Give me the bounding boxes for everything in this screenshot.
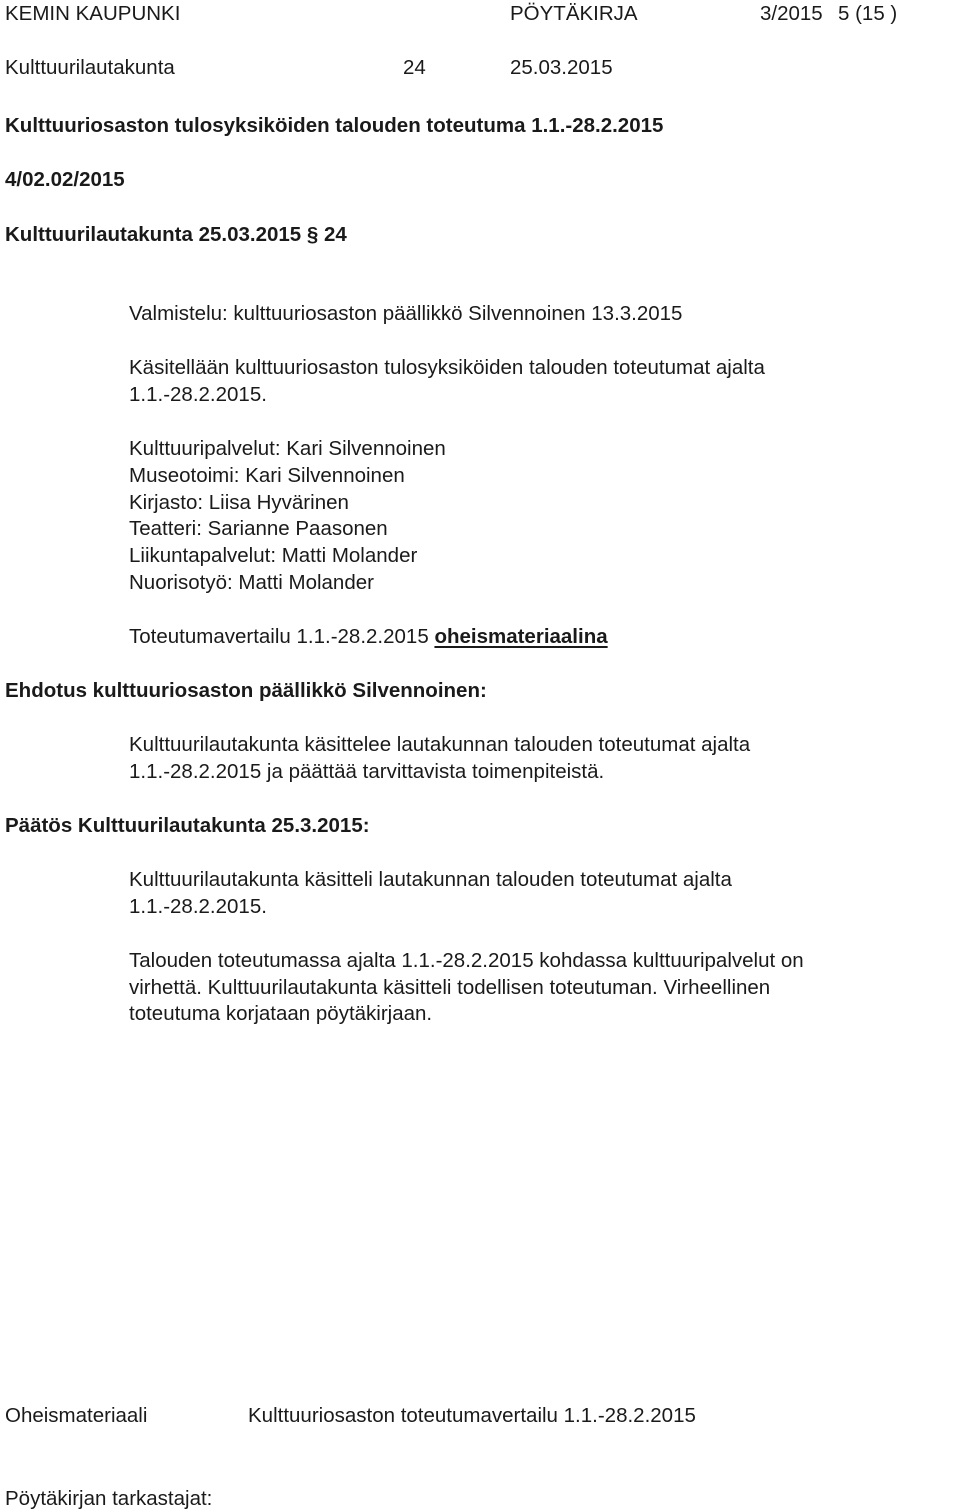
header-doc-type: PÖYTÄKIRJA (510, 2, 638, 25)
comparison-line (129, 627, 608, 648)
proposal-line1: Kulttuurilautakunta käsittelee lautakunnan talouden toteutumat ajalta (129, 733, 751, 756)
footer-attachment-title: Kulttuuriosaston toteutumavertailu 1.1.-28.2.2015 (248, 1404, 696, 1427)
item-meeting-prefix: Kulttuurilautakunta 25.03.2015 (5, 223, 302, 246)
footer-reviewers-label: Pöytäkirjan tarkastajat: (5, 1487, 213, 1510)
decision-heading: Päätös Kulttuurilautakunta 25.3.2015: (5, 814, 370, 837)
decision-p2-line2: virhettä. Kulttuurilautakunta käsitteli todellisen toteutuman. Virheellinen (129, 976, 771, 999)
decision-p1-line2: 1.1.-28.2.2015. (129, 895, 267, 918)
preparation-intro-line2: 1.1.-28.2.2015. (129, 383, 267, 406)
preparation-intro-line1: Käsitellään kulttuuriosaston tulosyksiköiden talouden toteutumat ajalta (129, 356, 765, 379)
item-title: Kulttuuriosaston tulosyksiköiden talouden toteutuma 1.1.-28.2.2015 (5, 114, 664, 137)
decision-p2-line3: toteutuma korjataan pöytäkirjaan. (129, 1002, 433, 1025)
section-sign-icon: § (306, 223, 319, 246)
header-committee: Kulttuurilautakunta (5, 56, 175, 79)
responsible-item: Teatteri: Sarianne Paasonen (129, 517, 388, 540)
comparison-text: Toteutumavertailu 1.1.-28.2.2015 (129, 625, 429, 648)
decision-p1-line1: Kulttuurilautakunta käsitteli lautakunnan talouden toteutumat ajalta (129, 868, 732, 891)
item-reference: 4/02.02/2015 (5, 168, 125, 191)
decision-p2-line1: Talouden toteutumassa ajalta 1.1.-28.2.2015 kohdassa kulttuuripalvelut on (129, 949, 804, 972)
responsible-item: Museotoimi: Kari Silvennoinen (129, 464, 405, 487)
item-meeting-section: 24 (324, 223, 347, 246)
proposal-heading: Ehdotus kulttuuriosaston päällikkö Silvennoinen: (5, 679, 487, 702)
header-doc-number: 3/2015 (760, 2, 823, 25)
footer-attachment-label: Oheismateriaali (5, 1404, 148, 1427)
header-meeting-date: 25.03.2015 (510, 56, 613, 79)
header-page: 5 (15 ) (838, 2, 898, 25)
item-meeting-line (5, 225, 347, 246)
responsible-item: Kulttuuripalvelut: Kari Silvennoinen (129, 437, 446, 460)
preparation-preparer: Valmistelu: kulttuuriosaston päällikkö Silvennoinen 13.3.2015 (129, 302, 683, 325)
responsible-item: Nuorisotyö: Matti Molander (129, 571, 374, 594)
proposal-line2: 1.1.-28.2.2015 ja päättää tarvittavista toimenpiteistä. (129, 760, 605, 783)
responsible-item: Kirjasto: Liisa Hyvärinen (129, 491, 349, 514)
comparison-attachment-link[interactable]: oheismateriaalina (434, 625, 608, 648)
responsible-item: Liikuntapalvelut: Matti Molander (129, 544, 418, 567)
header-section-number: 24 (403, 56, 426, 79)
header-org: KEMIN KAUPUNKI (5, 2, 181, 25)
